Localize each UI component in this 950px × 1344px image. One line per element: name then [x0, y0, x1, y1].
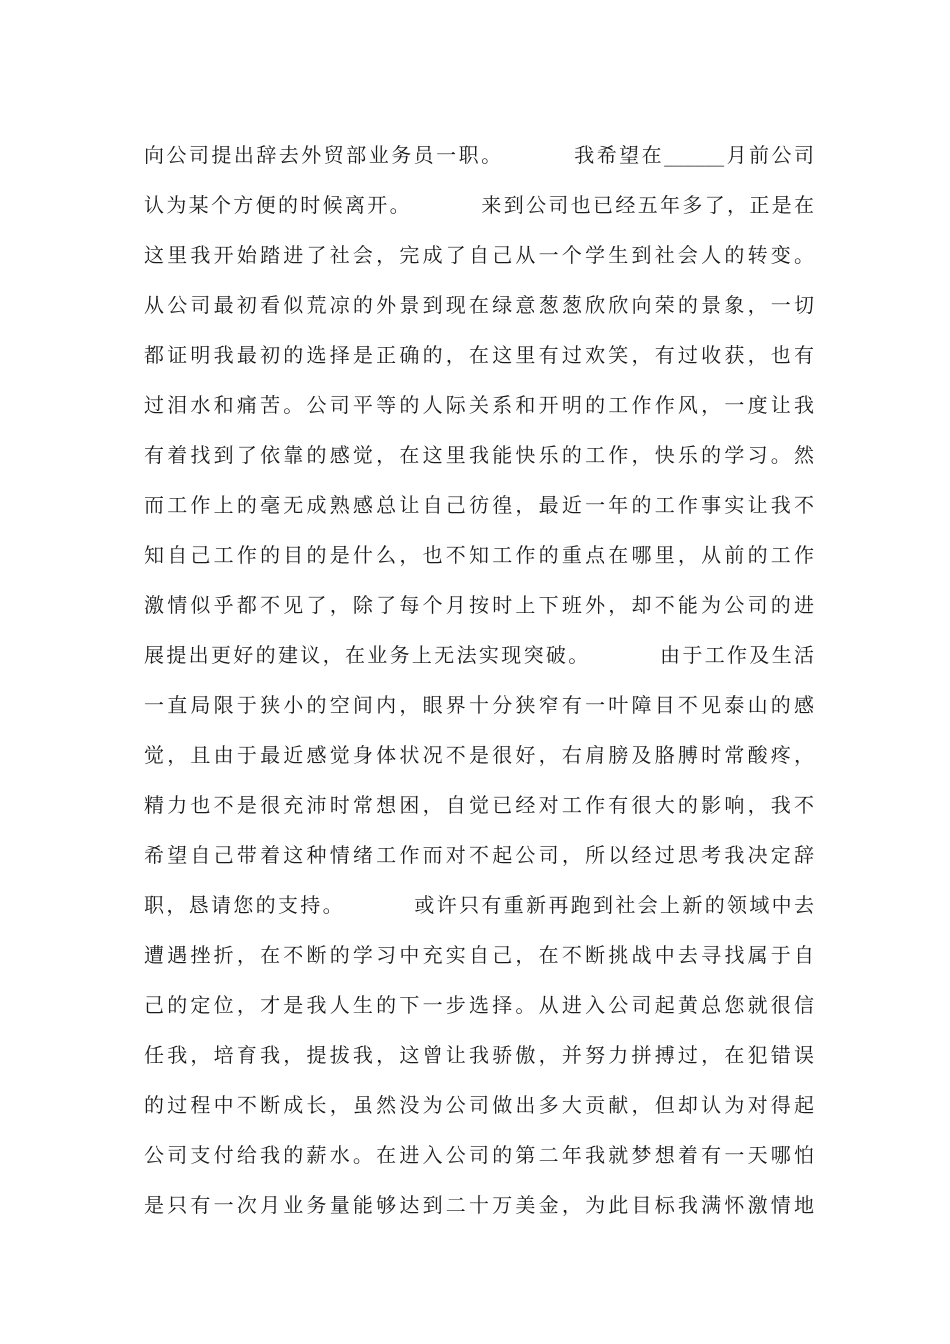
text-line: 都证明我最初的选择是正确的，在这里有过欢笑，有过收获，也有 [144, 343, 814, 367]
text-line: 这里我开始踏进了社会，完成了自己从一个学生到社会人的转变。 [144, 243, 814, 267]
text-line: 己的定位，才是我人生的下一步选择。从进入公司起黄总您就很信 [144, 993, 814, 1017]
text-line: 向公司提出辞去外贸部业务员一职。 我希望在______月前公司 [144, 143, 814, 167]
text-line: 知自己工作的目的是什么，也不知工作的重点在哪里，从前的工作 [144, 543, 814, 567]
text-line: 认为某个方便的时候离开。 来到公司也已经五年多了，正是在 [144, 193, 814, 217]
text-line: 希望自己带着这种情绪工作而对不起公司，所以经过思考我决定辞 [144, 843, 814, 867]
text-line: 展提出更好的建议，在业务上无法实现突破。 由于工作及生活 [144, 643, 814, 667]
text-line: 公司支付给我的薪水。在进入公司的第二年我就梦想着有一天哪怕 [144, 1143, 814, 1167]
text-line: 从公司最初看似荒凉的外景到现在绿意葱葱欣欣向荣的景象，一切 [144, 293, 814, 317]
text-line: 过泪水和痛苦。公司平等的人际关系和开明的工作作风，一度让我 [144, 393, 814, 417]
body-text [144, 130, 814, 1230]
text-line: 有着找到了依靠的感觉，在这里我能快乐的工作，快乐的学习。然 [144, 443, 814, 467]
text-line: 一直局限于狭小的空间内，眼界十分狭窄有一叶障目不见泰山的感 [144, 693, 814, 717]
text-line: 而工作上的毫无成熟感总让自己彷徨，最近一年的工作事实让我不 [144, 493, 814, 517]
text-line: 遭遇挫折，在不断的学习中充实自己，在不断挑战中去寻找属于自 [144, 943, 814, 967]
text-line: 是只有一次月业务量能够达到二十万美金，为此目标我满怀激情地 [144, 1193, 814, 1217]
text-line: 激情似乎都不见了，除了每个月按时上下班外，却不能为公司的进 [144, 593, 814, 617]
text-line: 职，恳请您的支持。 或许只有重新再跑到社会上新的领域中去 [144, 893, 814, 917]
text-line: 的过程中不断成长，虽然没为公司做出多大贡献，但却认为对得起 [144, 1093, 814, 1117]
text-line: 任我，培育我，提拔我，这曾让我骄傲，并努力拼搏过，在犯错误 [144, 1043, 814, 1067]
text-line: 觉，且由于最近感觉身体状况不是很好，右肩膀及胳膊时常酸疼， [144, 743, 814, 767]
text-line: 精力也不是很充沛时常想困，自觉已经对工作有很大的影响，我不 [144, 793, 814, 817]
